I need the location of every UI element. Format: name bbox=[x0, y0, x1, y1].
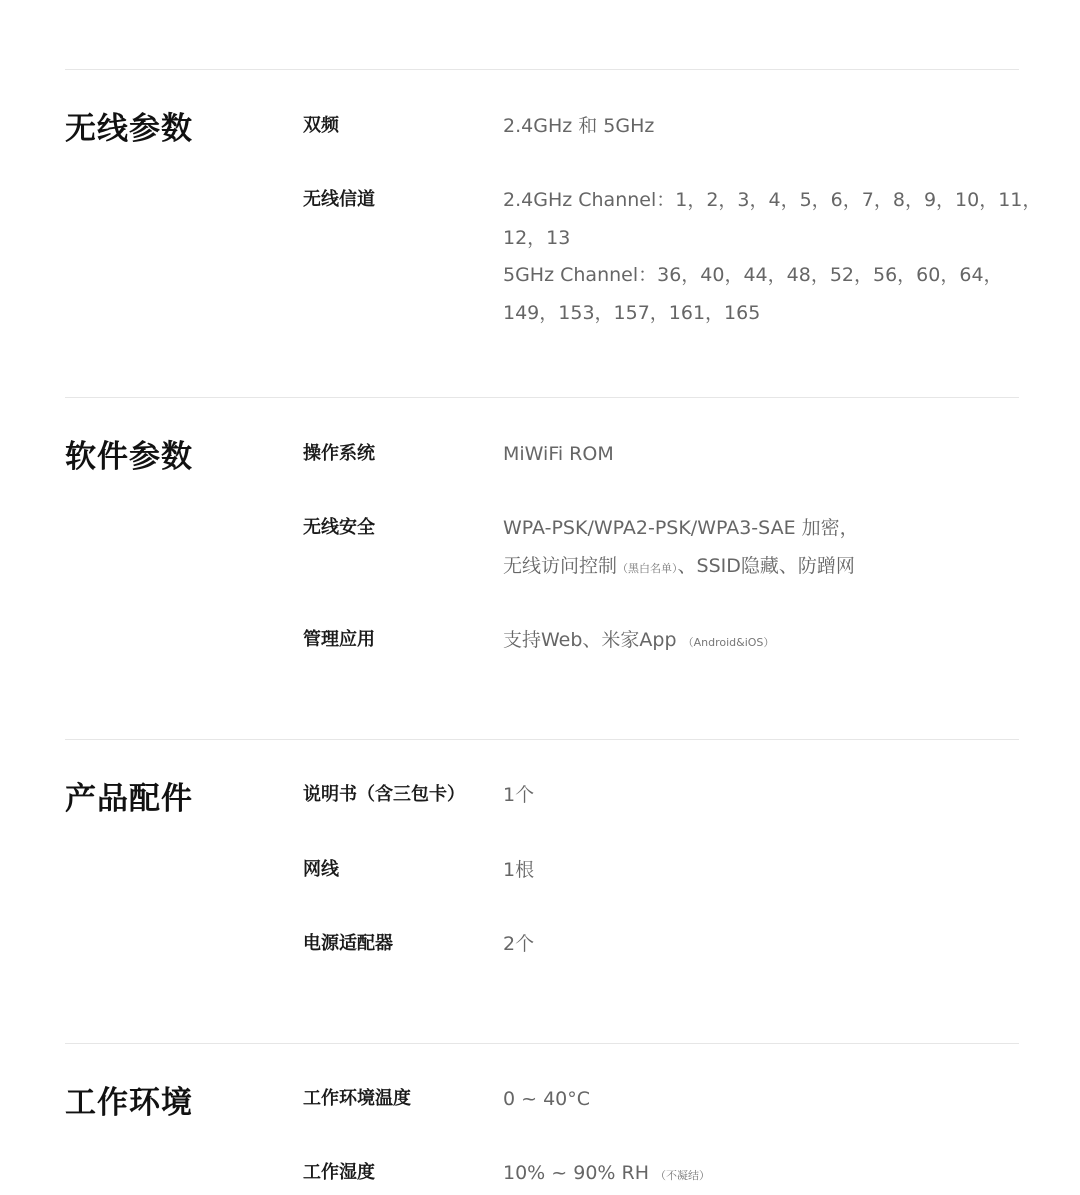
security-features: 、SSID隐藏、防蹭网 bbox=[677, 554, 855, 577]
security-line-2 bbox=[503, 548, 859, 588]
security-access-control: 无线访问控制 bbox=[503, 554, 618, 577]
management-value: 支持Web、米家App bbox=[503, 629, 677, 651]
spec-label-dual-band: 双频 bbox=[303, 115, 339, 136]
spec-value-os bbox=[503, 436, 614, 474]
channel-line: 149，153，157，161，165 bbox=[503, 301, 761, 324]
section-divider-top bbox=[65, 69, 1019, 70]
temperature-value: 0 ~ 40°C bbox=[503, 1088, 591, 1110]
spec-value-adapter bbox=[503, 926, 534, 964]
spec-value-cable bbox=[503, 852, 534, 890]
spec-label-temperature: 工作环境温度 bbox=[303, 1088, 411, 1109]
spec-value-humidity bbox=[503, 1155, 710, 1195]
spec-label-cable: 网线 bbox=[303, 859, 339, 880]
humidity-value: 10% ~ 90% RH bbox=[503, 1162, 649, 1184]
channel-line: 12，13 bbox=[503, 226, 571, 249]
spec-label-adapter: 电源适配器 bbox=[303, 933, 393, 954]
spec-value-dual-band bbox=[503, 108, 654, 146]
spec-label-humidity: 工作湿度 bbox=[303, 1162, 375, 1183]
spec-label-manual: 说明书（含三包卡） bbox=[303, 784, 465, 805]
spec-label-management: 管理应用 bbox=[303, 629, 375, 650]
spec-value-channels bbox=[503, 182, 1041, 332]
section-divider-accessories bbox=[65, 739, 1019, 740]
os-value: MiWiFi ROM bbox=[503, 443, 614, 465]
management-platform-note: （Android&iOS） bbox=[682, 636, 775, 649]
cable-value: 1根 bbox=[503, 859, 535, 881]
spec-value-temperature bbox=[503, 1081, 590, 1119]
section-title-accessories: 产品配件 bbox=[65, 781, 193, 817]
adapter-value: 2个 bbox=[503, 933, 535, 955]
channel-line: 2.4GHz Channel：1，2，3，4，5，6，7，8，9，10，11， bbox=[503, 189, 1042, 211]
management-line bbox=[503, 622, 774, 662]
spec-label-security: 无线安全 bbox=[303, 517, 375, 538]
section-title-wireless: 无线参数 bbox=[65, 111, 193, 147]
manual-value: 1个 bbox=[503, 784, 535, 806]
humidity-note: （不凝结） bbox=[655, 1169, 711, 1182]
dual-band-value: 2.4GHz 和 5GHz bbox=[503, 115, 655, 137]
section-title-software: 软件参数 bbox=[65, 439, 193, 475]
security-blacklist-note: （黑白名单） bbox=[617, 561, 678, 575]
spec-value-manual bbox=[503, 777, 534, 815]
section-title-environment: 工作环境 bbox=[65, 1085, 193, 1121]
humidity-line bbox=[503, 1155, 710, 1195]
security-line-1: WPA-PSK/WPA2-PSK/WPA3-SAE 加密， bbox=[503, 517, 859, 539]
spec-label-os: 操作系统 bbox=[303, 443, 375, 464]
spec-label-channels: 无线信道 bbox=[303, 189, 375, 210]
channel-line: 5GHz Channel：36，40，44，48，52，56，60，64， bbox=[503, 264, 1003, 286]
spec-value-security bbox=[503, 510, 859, 587]
section-divider-environment bbox=[65, 1043, 1019, 1044]
section-divider-software bbox=[65, 397, 1019, 398]
spec-value-management bbox=[503, 622, 774, 662]
